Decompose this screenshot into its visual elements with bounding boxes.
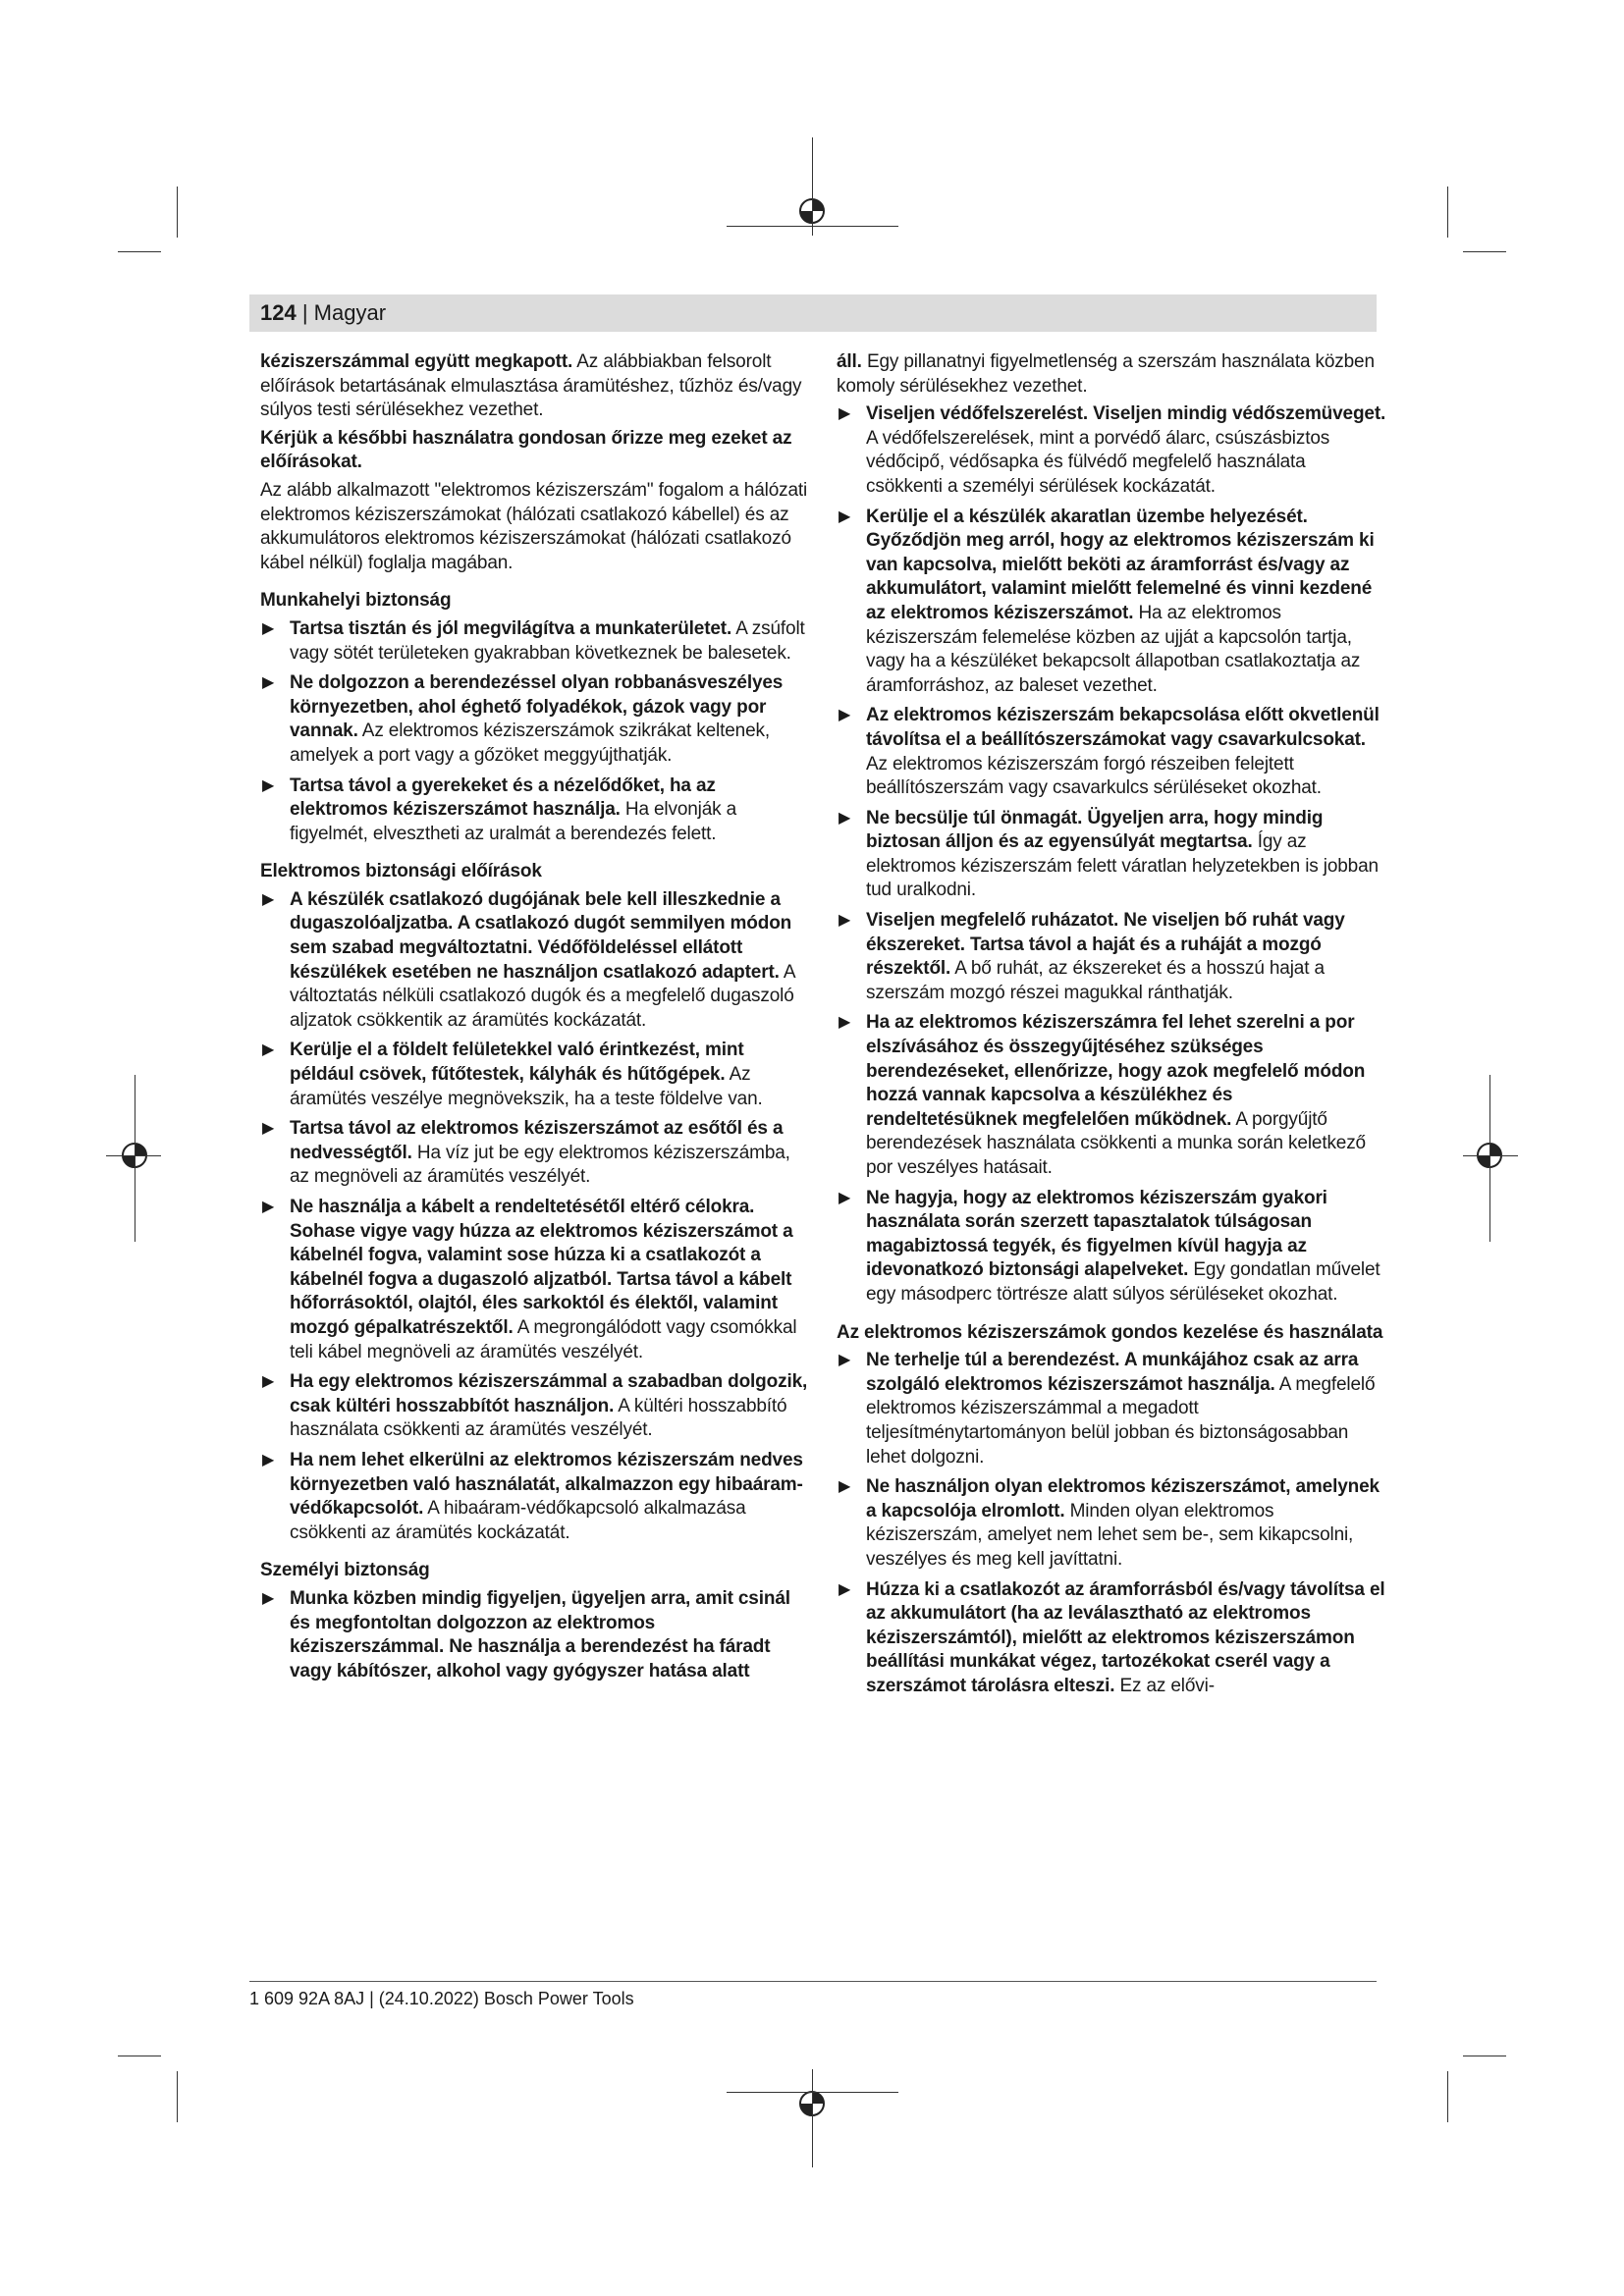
- bullet-arrow-icon: ▶: [262, 674, 275, 692]
- bullet-arrow-icon: ▶: [839, 1580, 851, 1598]
- left-column: [260, 350, 810, 1689]
- bullet-arrow-icon: ▶: [839, 809, 851, 827]
- bullet-arrow-icon: ▶: [839, 912, 851, 930]
- crop-mark: [1447, 187, 1448, 238]
- bullet-arrow-icon: ▶: [262, 1199, 275, 1215]
- bullet-arrow-icon: ▶: [262, 1041, 275, 1059]
- list-item: ▶ Viseljen megfelelő ruházatot. Ne viseljen bő ruhát vagy ékszereket. Tartsa távol a haját és a ruháját a mozgó részektől. A bő ruhát, az ékszereket és a hosszú hajat a szerszám mozgó részei magukkal ránthatják.: [839, 910, 1345, 1003]
- crop-mark: [812, 2069, 813, 2167]
- crop-mark: [1447, 2071, 1448, 2122]
- page-header: [260, 299, 386, 327]
- bullet-arrow-icon: ▶: [839, 1014, 851, 1032]
- list-item: ▶ Ne használjon olyan elektromos kéziszerszámot, amelynek a kapcsolója elromlott. Minden olyan elektromos kéziszerszám, amelyet nem lehet sem be-, sem kikapcsolni, veszélyes és meg kell javíttatni.: [839, 1476, 1380, 1570]
- list-item: ▶ Húzza ki a csatlakozót az áramforrásból és/vagy távolítsa el az akkumulátort (ha az leválasztható az elektromos kéziszerszámtól), mielőtt az elektromos kéziszerszámon beállítási munkákat végez, tartozékokat cserél vagy a szerszámot tárolásra elteszi. Ez az elővi-: [839, 1578, 1385, 1696]
- crop-mark: [177, 187, 178, 238]
- bullet-arrow-icon: ▶: [262, 1120, 275, 1138]
- crop-mark: [177, 2071, 178, 2122]
- continued-paragraph: áll. Egy pillanatnyi figyelmetlenség a szerszám használata közben komoly sérülésekhez vezethet.: [837, 351, 1375, 397]
- list-item: ▶ Viseljen védőfelszerelést. Viseljen mindig védőszemüveget. A védőfelszerelések, mint a porvédő álarc, csúszásbiztos védőcipő, védősapka és fülvédő megfelelő használata csökkenti a személyi sérülések kockázatát.: [839, 403, 1386, 497]
- list-item: ▶ Tartsa tisztán és jól megvilágítva a munkaterületet. A zsúfolt vagy sötét területeken gyakrabban következnek be balesetek.: [262, 617, 805, 664]
- list-item: ▶ Tartsa távol az elektromos kéziszerszámot az esőtől és a nedvességtől. Ha víz jut be egy elektromos kéziszerszámba, az megnöveli az áramütés veszélyét.: [262, 1118, 790, 1188]
- list-item: ▶ Ha egy elektromos kéziszerszámmal a szabadban dolgozik, csak kültéri hosszabbítót használjon. A kültéri hosszabbító használata csökkenti az áramütés veszélyét.: [262, 1371, 808, 1441]
- page-header-bar: [249, 294, 1377, 332]
- bullet-arrow-icon: ▶: [262, 1451, 275, 1468]
- list-item: ▶ Az elektromos kéziszerszám bekapcsolása előtt okvetlenül távolítsa el a beállítószerszámokat vagy csavarkulcsokat. Az elektromos kéziszerszám forgó részeiben felejtett beállítószerszám vagy csavarkulcs sérüléseket okozhat.: [839, 705, 1380, 799]
- section-heading-personal: Személyi biztonság: [260, 1560, 430, 1581]
- crop-mark: [727, 226, 898, 227]
- list-item: ▶ Ha nem lehet elkerülni az elektromos kéziszerszám nedves környezetben való használatát, alkalmazzon egy hibaáram-védőkapcsolót. A hibaáram-védőkapcsoló alkalmazása csökkenti az áramütés kockázatát.: [262, 1449, 803, 1543]
- bullet-arrow-icon: ▶: [839, 507, 851, 525]
- list-item: ▶ Ne terhelje túl a berendezést. A munkájához csak az arra szolgáló elektromos kéziszerszámot használja. A megfelelő elektromos kéziszerszámmal a megadott teljesítménytartományon belül jobban és biztonságosabban lehet dolgozni.: [839, 1350, 1376, 1468]
- crop-mark: [812, 137, 813, 236]
- list-item: ▶ Tartsa távol a gyerekeket és a nézelődőket, ha az elektromos kéziszerszámot használja. Ha elvonják a figyelmét, elvesztheti az uralmát a berendezés felett.: [262, 774, 737, 844]
- section-heading-electrical: Elektromos biztonsági előírások: [260, 861, 542, 882]
- crop-mark: [1489, 1075, 1490, 1242]
- crop-mark: [106, 1155, 161, 1156]
- footer-rule: [249, 1981, 1377, 1982]
- list-item: ▶ Kerülje el a készülék akaratlan üzembe helyezését. Győződjön meg arról, hogy az elektromos kéziszerszám ki van kapcsolva, mielőtt beköti az áramforrást és/vagy az akkumulátort, valamint mielőtt felemelné és vinni kezdené az elektromos kéziszerszámot. Ha az elektromos kéziszerszám felemelése közben az ujját a kapcsolón tartja, vagy ha a készüléket bekapcsolt állapotban csatlakoztatja az áramforráshoz, az baleset vezethet.: [839, 506, 1375, 696]
- bullet-arrow-icon: ▶: [262, 619, 275, 637]
- section-heading-tool-care: Az elektromos kéziszerszámok gondos kezelése és használata: [837, 1321, 1383, 1343]
- page-footer: 1 609 92A 8AJ | (24.10.2022) Bosch Power Tools: [249, 1989, 634, 2008]
- page-number: 124: [260, 300, 297, 325]
- list-item: ▶ Munka közben mindig figyeljen, ügyeljen arra, amit csinál és megfontoltan dolgozzon az elektromos kéziszerszámmal. Ne használja a berendezést ha fáradt vagy kábítószer, alkohol vagy gyógyszer hatása alatt: [262, 1587, 790, 1682]
- definition-paragraph: Az alább alkalmazott "elektromos kéziszerszám" fogalom a hálózati elektromos kéziszerszámokat (hálózati csatlakozó kábellel) és az akkumulátoros elektromos kéziszerszámokat (hálózati csatlakozó kábel nélkül) foglalja magában.: [260, 479, 808, 573]
- list-item: ▶ A készülék csatlakozó dugójának bele kell illeszkednie a dugaszolóaljzatba. A csatlakozó dugót semmilyen módon sem szabad megváltoztatni. Védőföldeléssel ellátott készülékek esetében ne használjon csatlakozó adaptert. A változtatás nélküli csatlakozó dugók és a megfelelő dugaszoló aljzatok csökkentik az áramütés kockázatát.: [262, 888, 795, 1031]
- keep-instructions: Kérjük a későbbi használatra gondosan őrizze meg ezeket az előírásokat.: [260, 427, 792, 473]
- crop-mark: [727, 2092, 898, 2093]
- list-item: ▶ Ne hagyja, hogy az elektromos kéziszerszám gyakori használata során szerzett tapasztalatok túlságosan magabiztossá tegyék, és figyelmen kívül hagyja az idevonatkozó biztonsági alapelveket. Egy gondatlan művelet egy másodperc törtrésze alatt súlyos sérüléseket okozhat.: [839, 1187, 1380, 1305]
- list-item: ▶ Ne használja a kábelt a rendeltetésétől eltérő célokra. Sohase vigye vagy húzza az elektromos kéziszerszámot a kábelnél fogva, valamint sose húzza ki a csatlakozót a kábelnél fogva a dugaszoló aljzatból. Tartsa távol a kábelt hőforrásoktól, olajtól, éles sarkoktól és élektől, valamint mozgó gépalkatrészektől. A megrongálódott vagy csomókkal teli kábel megnöveli az áramütés veszélyét.: [262, 1197, 797, 1362]
- bullet-arrow-icon: ▶: [262, 1373, 275, 1391]
- list-item: ▶ Kerülje el a földelt felületekkel való érintkezést, mint például csövek, fűtőtestek, kályhák és hűtőgépek. Az áramütés veszélye megnövekszik, ha a teste földelve van.: [262, 1040, 763, 1109]
- intro-paragraph: kéziszerszámmal együtt megkapott. Az alábbiakban felsorolt előírások betartásának elmulasztása áramütéshez, tűzhöz és/vagy súlyos testi sérülésekhez vezethet.: [260, 351, 802, 421]
- header-separator: |: [296, 300, 314, 325]
- bullet-arrow-icon: ▶: [839, 1352, 851, 1369]
- section-heading-work-area: Munkahelyi biztonság: [260, 590, 452, 612]
- header-language: Magyar: [313, 300, 387, 325]
- right-column: [837, 350, 1386, 1704]
- bullet-arrow-icon: ▶: [262, 776, 275, 794]
- bullet-arrow-icon: ▶: [839, 1478, 851, 1496]
- crop-mark: [1463, 1155, 1518, 1156]
- bullet-arrow-icon: ▶: [839, 405, 851, 423]
- crop-mark: [118, 251, 161, 252]
- bullet-arrow-icon: ▶: [262, 1589, 275, 1607]
- bullet-arrow-icon: ▶: [839, 707, 851, 724]
- list-item: ▶ Ne dolgozzon a berendezéssel olyan robbanásveszélyes környezetben, ahol éghető folyadékok, gázok vagy por vannak. Az elektromos kéziszerszámok szikrákat keltenek, amelyek a port vagy a gőzöket meggyújthatják.: [262, 672, 784, 766]
- crop-mark: [1463, 251, 1506, 252]
- list-item: ▶ Ne becsülje túl önmagát. Ügyeljen arra, hogy mindig biztosan álljon és az egyensúlyát megtartsa. Így az elektromos kéziszerszám felett váratlan helyzetekben is jobban tud uralkodni.: [839, 807, 1379, 901]
- bullet-arrow-icon: ▶: [839, 1189, 851, 1206]
- list-item: ▶ Ha az elektromos kéziszerszámra fel lehet szerelni a por elszívásához és összegyűjtéséhez szükséges berendezéseket, ellenőrizze, hogy azok megfelelő módon hozzá vannak kapcsolva a készülékhez és rendeltetésüknek megfelelően működnek. A porgyűjtő berendezések használata csökkenti a munka során keletkező por veszélyes hatásait.: [839, 1012, 1366, 1178]
- bullet-arrow-icon: ▶: [262, 890, 275, 908]
